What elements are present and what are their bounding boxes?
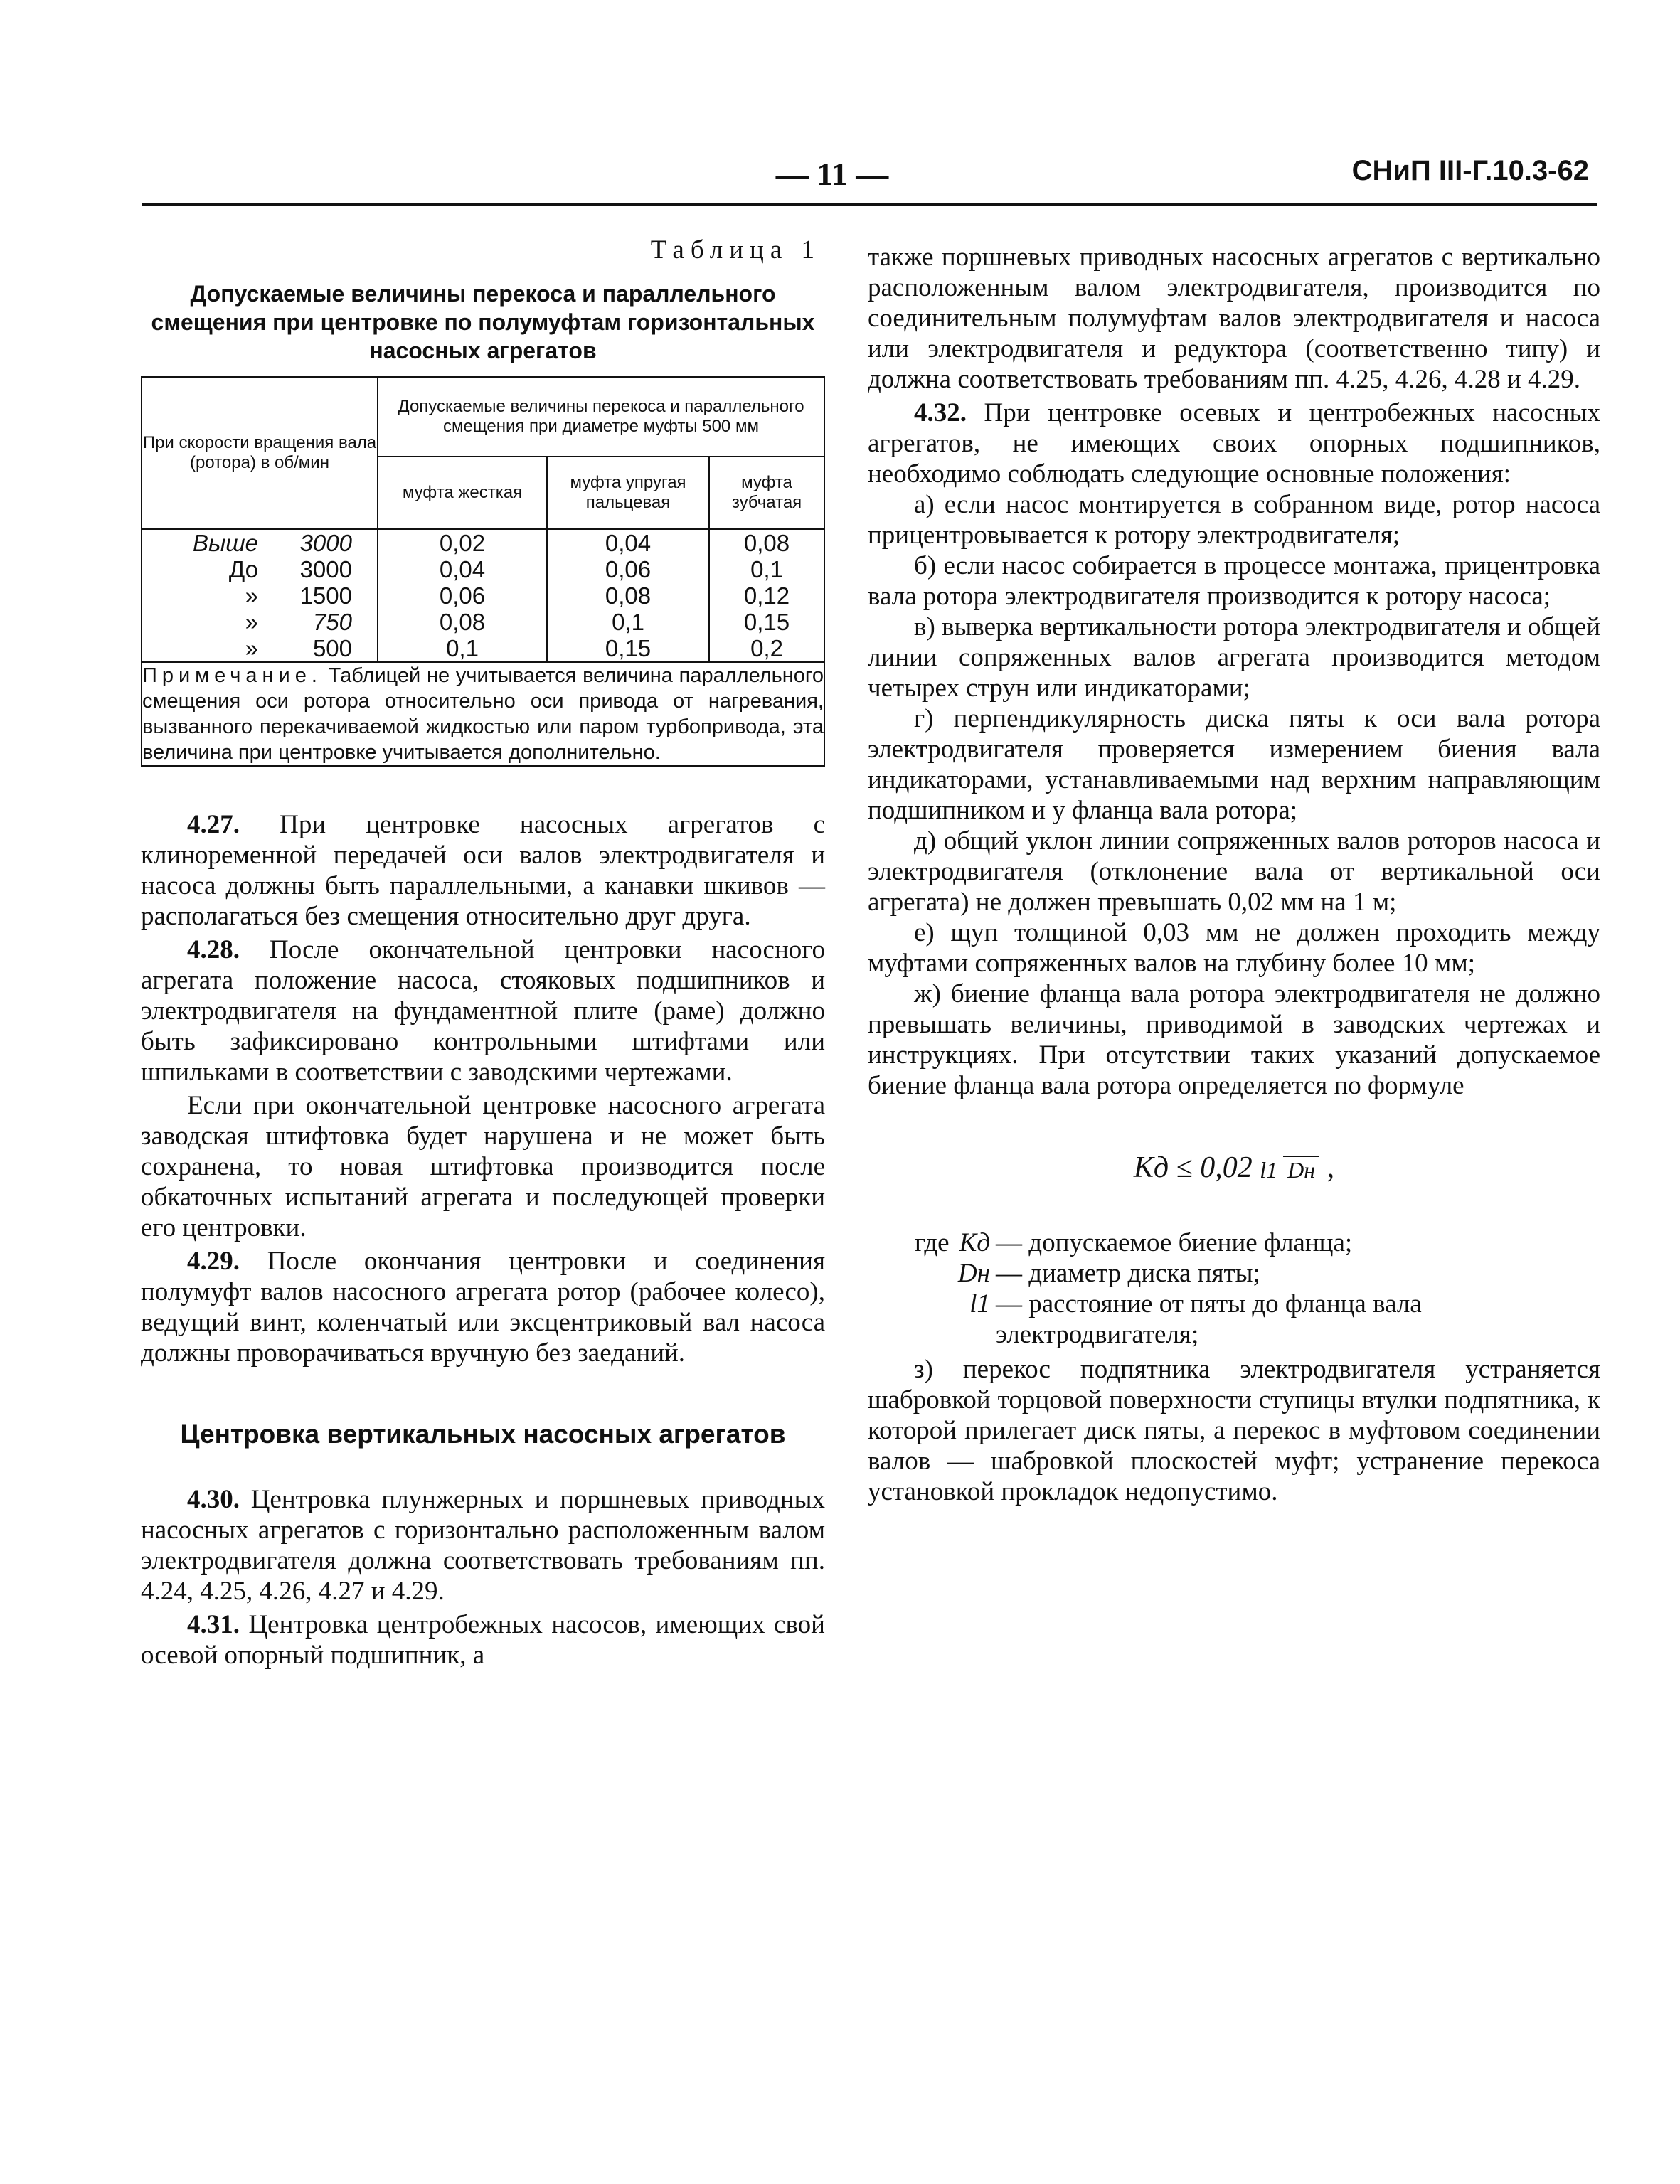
table-cell: 0,04: [605, 530, 652, 556]
table-cell: 0,06: [439, 582, 486, 609]
speed-prefix: »: [245, 635, 258, 661]
table-cell: 0,1: [446, 635, 479, 661]
table-cell: 0,02: [439, 530, 486, 556]
rigid-column: [378, 529, 547, 662]
paragraph-4-32: [868, 398, 1600, 489]
paragraph-4-31-cont: также поршневых приводных насосных агрегатов с вертикально расположенным валом электродвигателя, производится по соединительным полумуфтам валов электродвигателя и насоса или электродвигателя и редуктора (соответственно типу) и должна соответствовать требованиям пп. 4.25, 4.26, 4.28 и 4.29.: [868, 243, 1600, 394]
formula: [868, 1151, 1600, 1185]
formula-numerator: l1: [1260, 1157, 1278, 1183]
list-item-b: б) если насос собирается в процессе монтажа, прицентровка вала ротора электродвигателя производится к ротору насоса;: [868, 551, 1600, 611]
table-header-gear: муфта зубчатая: [709, 457, 824, 529]
document-code: СНиП III-Г.10.3-62: [1351, 155, 1589, 186]
table-cell: 0,15: [743, 609, 790, 635]
list-item-g: г) перпендикулярность диска пяты к оси вала ротора электродвигателя проверяется измерением биения вала индикаторами, устанавливаемыми над верхним направляющим подшипником и у фланца вала ротора;: [868, 704, 1600, 825]
paragraph-4-28-cont: Если при окончательной центровке насосного агрегата заводская штифтовка будет нарушена и не может быть сохранена, то новая штифтовка производится после обкаточных испытаний агрегата и последующей проверки его центровки.: [141, 1091, 825, 1242]
paragraph-4-31: [141, 1609, 825, 1671]
paragraph-text: При центровке насосных агрегатов с клиноременной передачей оси валов электродвигателя и насоса должны быть параллельными, а канавки шкивов — располагаться без смещения относительно друг друга.: [141, 810, 826, 931]
right-column: [868, 242, 1600, 1507]
speed-prefix: »: [245, 609, 258, 635]
formula-lhs: Kд ≤ 0,02: [1133, 1151, 1253, 1184]
table-header-rigid: муфта жесткая: [378, 457, 547, 529]
clause-number: 4.28.: [187, 935, 240, 964]
section-title: Центровка вертикальных насосных агрегатов: [180, 1419, 786, 1449]
tolerance-table: [141, 376, 825, 767]
table-values-row: [142, 529, 824, 662]
page-number: — 11 —: [775, 156, 889, 192]
table-cell: 0,12: [743, 582, 790, 609]
speed-value: 1500: [299, 582, 352, 609]
table-cell: 0,08: [743, 530, 790, 556]
speed-prefix: Выше: [192, 530, 258, 556]
clause-number: 4.31.: [187, 1610, 240, 1639]
table-header-group: Допускаемые величины перекоса и параллельного смещения при диаметре муфты 500 мм: [378, 377, 824, 457]
table-label: Таблица 1: [650, 235, 821, 265]
table-header-elastic: муфта упругая пальцевая: [547, 457, 709, 529]
table-title: Допускаемые величины перекоса и параллельного смещения при центровке по полумуфтам горизонтальных насосных агрегатов: [151, 281, 815, 363]
clause-number: 4.30.: [187, 1485, 240, 1514]
paragraph-text: Центровка центробежных насосов, имеющих свой осевой опорный подшипник, а: [141, 1610, 825, 1670]
paragraph-4-29: [141, 1246, 825, 1368]
where-text: — диаметр диска пяты;: [996, 1259, 1260, 1288]
elastic-column: [547, 529, 709, 662]
table-note: [142, 662, 824, 766]
paragraph-4-28: [141, 934, 825, 1087]
paragraph-text: При центровке осевых и центробежных насосных агрегатов, не имеющих своих опорных подшипников, необходимо соблюдать следующие основные положения:: [868, 398, 1600, 489]
table-header-speed: При скорости вращения вала (ротора) в об/мин: [142, 377, 378, 529]
note-text: Таблицей не учитывается величина параллельного смещения оси ротора относительно оси привода от нагревания, вызванного перекачиваемой жидкостью или паром турбопривода, эта величина при центровке учитывается дополнительно.: [142, 664, 824, 764]
speed-prefix: »: [245, 582, 258, 609]
list-item-v: в) выверка вертикальности ротора электродвигателя и общей линии сопряженных валов агрегата производится методом четырех струн или индикаторами;: [868, 612, 1600, 703]
where-symbol: Dн: [957, 1259, 990, 1288]
left-column: [141, 235, 825, 1671]
where-row: [868, 1227, 1600, 1258]
list-item-a: а) если насос монтируется в собранном виде, ротор насоса прицентровывается к ротору электродвигателя;: [868, 490, 1600, 550]
where-symbol: l1: [969, 1289, 990, 1319]
paragraph-text: Центровка плунжерных и поршневых приводных насосных агрегатов с горизонтально расположенным валом электродвигателя должна соответствовать требованиям пп. 4.24, 4.25, 4.26, 4.27 и 4.29.: [141, 1485, 825, 1606]
table-cell: 0,08: [605, 582, 652, 609]
formula-tail: ,: [1327, 1151, 1335, 1184]
paragraph-4-30: [141, 1484, 825, 1607]
table-cell: 0,04: [439, 556, 486, 582]
speed-value: 3000: [299, 530, 352, 556]
list-item-e: е) щуп толщиной 0,03 мм не должен проходить между муфтами сопряженных валов на глубину более 10 мм;: [868, 918, 1600, 978]
note-label: Примечание.: [142, 664, 322, 687]
formula-fraction: [1260, 1157, 1319, 1183]
speed-prefix: До: [228, 556, 258, 582]
gear-column: [709, 529, 824, 662]
where-symbol: где Kд: [915, 1228, 990, 1257]
table-cell: 0,2: [750, 635, 783, 661]
clause-number: 4.27.: [187, 810, 240, 839]
list-item-zh: ж) биение фланца вала ротора электродвигателя не должно превышать величины, приводимой в заводских чертежах и инструкциях. При отсутствии таких указаний допускаемое биение фланца вала ротора определяется по формуле: [868, 979, 1600, 1100]
where-row: [868, 1258, 1600, 1289]
speed-value: 750: [312, 609, 352, 635]
list-item-z: з) перекос подпятника электродвигателя устраняется шабровкой торцовой поверхности ступицы втулки подпятника, к которой прилегает диск пяты, а перекос в муфтовом соединении валов — шабровкой плоскостей муфт; устранение перекоса установкой прокладок недопустимо.: [868, 1355, 1600, 1506]
clause-number: 4.29.: [187, 1247, 240, 1276]
where-intro: где: [915, 1228, 950, 1257]
speed-column: [142, 529, 378, 662]
table-cell: 0,1: [750, 556, 783, 582]
list-item-d: д) общий уклон линии сопряженных валов роторов насоса и электродвигателя (отклонение вала от вертикальной оси агрегата) не должен превышать 0,02 мм на 1 м;: [868, 826, 1600, 917]
speed-value: 500: [312, 635, 352, 661]
header-rule: [142, 203, 1597, 206]
table-cell: 0,08: [439, 609, 486, 635]
paragraph-4-27: [141, 809, 825, 932]
table-cell: 0,1: [612, 609, 644, 635]
speed-value: 3000: [299, 556, 352, 582]
table-cell: 0,06: [605, 556, 652, 582]
formula-denominator: Dн: [1283, 1156, 1319, 1183]
where-text: — допускаемое биение фланца;: [996, 1228, 1353, 1257]
clause-number: 4.32.: [914, 398, 967, 427]
where-text: — расстояние от пяты до фланца вала электродвигателя;: [996, 1289, 1422, 1349]
where-row: [868, 1289, 1600, 1350]
table-cell: 0,15: [605, 635, 652, 661]
paragraph-text: После окончательной центровки насосного агрегата положение насоса, стояковых подшипников и электродвигателя на фундаментной плите (раме) должно быть зафиксировано контрольными штифтами или шпильками в соответствии с заводскими чертежами.: [141, 935, 826, 1087]
paragraph-text: После окончания центровки и соединения полумуфт валов насосного агрегата ротор (рабочее колесо), ведущий винт, коленчатый или эксцентриковый вал насоса должны проворачиваться вручную без заеданий.: [141, 1247, 825, 1368]
